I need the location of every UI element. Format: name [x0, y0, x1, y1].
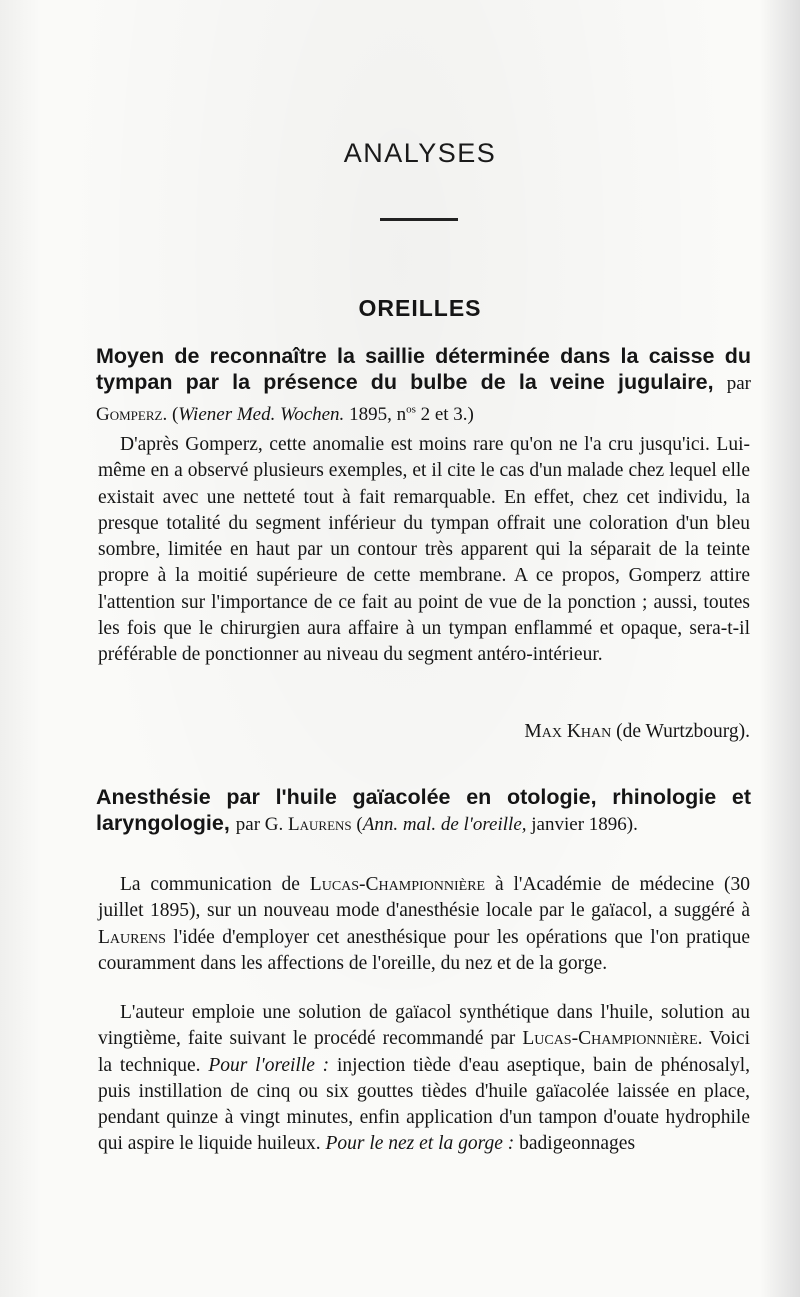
article-1-heading	[96, 343, 751, 428]
article-2-journal: Ann. mal. de l'oreille,	[362, 814, 527, 835]
article-2-paragraph-2: L'auteur emploie une solution de gaïacol synthétique dans l'huile, solution au vingtième, faite suivant le procédé recommandé par Lucas-Championnière. Voici la technique. Pour l'oreille : injection tiède d'eau aseptique, bain de phénosalyl, puis instillation de cinq ou six gouttes tièdes d'huile gaïacolée laissée en place, pendant quinze à vingt minutes, enfin application d'un tampon d'ouate hydrophile qui aspire le liquide huileux. Pour le nez et la gorge : badigeonnages	[98, 1002, 751, 1155]
article-1-signature	[98, 721, 750, 743]
section-title: ANALYSES	[343, 138, 497, 168]
article-1-byline: par Gomperz. (Wiener Med. Wochen. 1895, $n^{os}$ 2 et 3.)	[96, 373, 751, 426]
signature-name: Max Khan	[524, 721, 612, 742]
article-2-byline: par G. Laurens (Ann. mal. de l'oreille, janvier 1896).	[235, 814, 638, 835]
article-2-title: Anesthésie par l'huile gaïacolée en otologie, rhinologie et laryngologie,	[96, 785, 751, 835]
rubric-heading: OREILLES	[358, 295, 482, 321]
article-2-heading	[96, 784, 751, 838]
article-2-author: Laurens	[288, 814, 352, 835]
article-2-paragraph-1: La communication de Lucas-Championnière à l'Académie de médecine (30 juillet 1895), sur un nouveau mode d'anesthésie locale par le gaïacol, a suggéré à Laurens l'idée d'employer cet anesthésique pour les opérations que l'on pratique couramment dans les affections de l'oreille, du nez et de la gorge.	[98, 874, 751, 974]
signature-place: (de Wurtzbourg).	[616, 721, 750, 742]
title-divider	[380, 218, 458, 221]
article-1-author: Gomperz.	[96, 404, 168, 426]
article-1-body: D'après Gomperz, cette anomalie est moins rare qu'on ne l'a cru jusqu'ici. Lui-même en a observé plusieurs exemples, et il cite le cas d'un malade chez lequel elle existait avec une netteté tout à fait remarquable. En effet, chez cet individu, la presque totalité du segment inférieur du tympan offrait une coloration d'un bleu sombre, limitée en haut par un contour très apparent qui la séparait de la teinte propre à la moitié supérieure de cette membrane. A ce propos, Gomperz attire l'attention sur l'importance de ce fait au point de vue de la ponction ; aussi, toutes les fois que le chirurgien aura affaire à un tympan enflammé et opaque, sera-t-il préférable de ponctionner au niveau du segment antéro-intérieur.	[98, 434, 750, 666]
article-1-journal: Wiener Med. Wochen.	[178, 404, 345, 426]
article-1-title: Moyen de reconnaître la saillie déterminée dans la caisse du tympan par la présence du bulbe de la veine jugulaire,	[96, 344, 751, 394]
